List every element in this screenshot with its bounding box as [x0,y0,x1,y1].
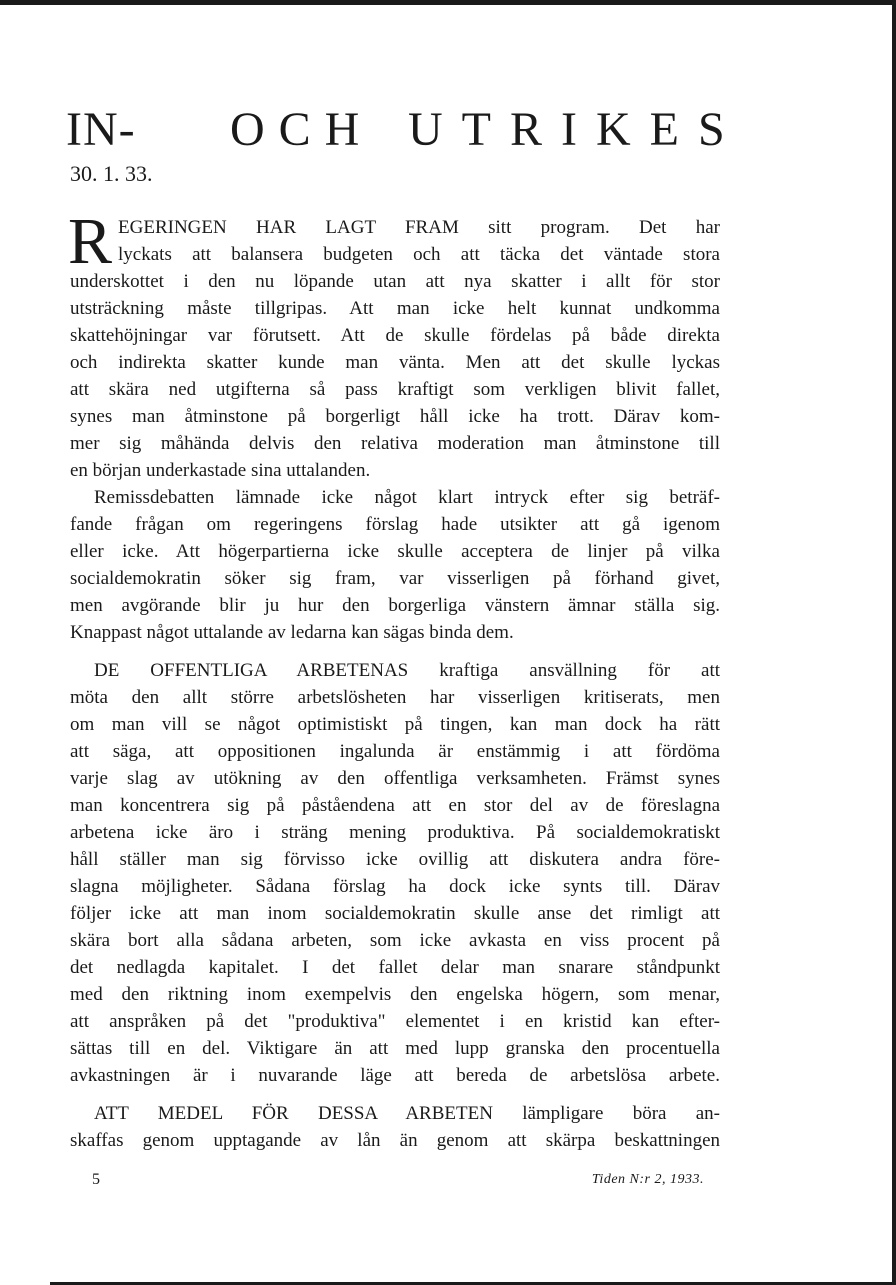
right-border-rule [892,0,896,1285]
p2-line: socialdemokratin söker sig fram, var visserligen på förhand givet, [70,568,720,589]
p3-line: avkastningen är i nuvarande läge att bereda de arbetslösa arbete. [70,1065,720,1086]
p3-line: följer icke att man inom socialdemokratin skulle anse det rimligt att [70,903,720,924]
p3-line: att anspråken på det "produktiva" elementet i en kristid kan efter- [70,1011,720,1032]
p1-line: lyckats att balansera budgeten och att täcka det väntade stora [118,244,720,265]
page-number: 5 [92,1171,100,1188]
p3-line: håll ställer man sig förvisso icke ovillig att diskutera andra före- [70,849,720,870]
p1-line: mer sig måhända delvis den relativa moderation man åtminstone till [70,433,720,454]
drop-cap: R [68,205,113,278]
p3-line: det nedlagda kapitalet. I det fallet delar man snarare ståndpunkt [70,957,720,978]
p2-line: Knappast något uttalande av ledarna kan sägas binda dem. [70,622,514,643]
p1-line: en början underkastade sina uttalanden. [70,460,371,481]
p3-line: skära bort alla sådana arbeten, som icke avkasta en viss procent på [70,930,720,951]
p3-line: att säga, att oppositionen ingalunda är enstämmig i att fördöma [70,741,720,762]
p2-line: fande frågan om regeringens förslag hade utsikter att gå igenom [70,514,720,535]
p1-line: skattehöjningar var förutsett. Att de skulle fördelas på både direkta [70,325,720,346]
p3-line: arbetena icke äro i sträng mening produktiva. På socialdemokratiskt [70,822,720,843]
p1-line: och indirekta skatter kunde man vänta. Men att det skulle lyckas [70,352,720,373]
p1-line: utsträckning måste tillgripas. Att man icke helt kunnat undkomma [70,298,720,319]
paragraph-2 [70,484,720,646]
p1-line: EGERINGEN HAR LAGT FRAM sitt program. Det har [118,217,720,238]
title-word-3: UTRIKES [408,103,744,156]
p1-line: underskottet i den nu löpande utan att nya skatter i allt för stor [70,271,720,292]
p1-line: att skära ned utgifterna så pass kraftigt som verkligen blivit fallet, [70,379,720,400]
p4-line: ATT MEDEL FÖR DESSA ARBETEN lämpligare böra an- [94,1103,720,1124]
p1-line: synes man åtminstone på borgerligt håll icke ha trott. Därav kom- [70,406,720,427]
paragraph-1 [68,205,720,484]
p3-line: slagna möjligheter. Sådana förslag ha dock icke synts till. Därav [70,876,720,897]
p3-line: möta den allt större arbetslösheten har visserligen kritiserats, men [70,687,720,708]
p3-line: med den riktning inom exempelvis den engelska högern, som menar, [70,984,720,1005]
p3-line: varje slag av utökning av den offentliga verksamheten. Främst synes [70,768,720,789]
p2-line: eller icke. Att högerpartierna icke skulle acceptera de linjer på vilka [70,541,720,562]
p3-line: om man vill se något optimistiskt på tingen, kan man dock ha rätt [70,714,720,735]
journal-reference: Tiden N:r 2, 1933. [591,1172,704,1187]
article-body [68,205,720,1154]
title-word-1: IN- [66,103,136,156]
paragraph-3 [70,657,720,1089]
paragraph-4 [70,1100,720,1154]
p3-line: man koncentrera sig på påståendena att en stor del av de föreslagna [70,795,720,816]
article-date: 30. 1. 33. [70,161,153,186]
p3-line: sättas till en del. Viktigare än att med lupp granska den procentuella [70,1038,720,1059]
p2-line: Remissdebatten lämnade icke något klart intryck efter sig beträf- [94,487,720,508]
p3-line: DE OFFENTLIGA ARBETENAS kraftiga ansvällning för att [94,660,720,681]
title-word-2: OCH [230,103,374,156]
top-border-rule [0,0,896,5]
p2-line: men avgörande blir ju hur den borgerliga vänstern ämnar ställa sig. [70,595,720,616]
p4-line: skaffas genom upptagande av lån än genom att skärpa beskattningen [70,1130,720,1151]
